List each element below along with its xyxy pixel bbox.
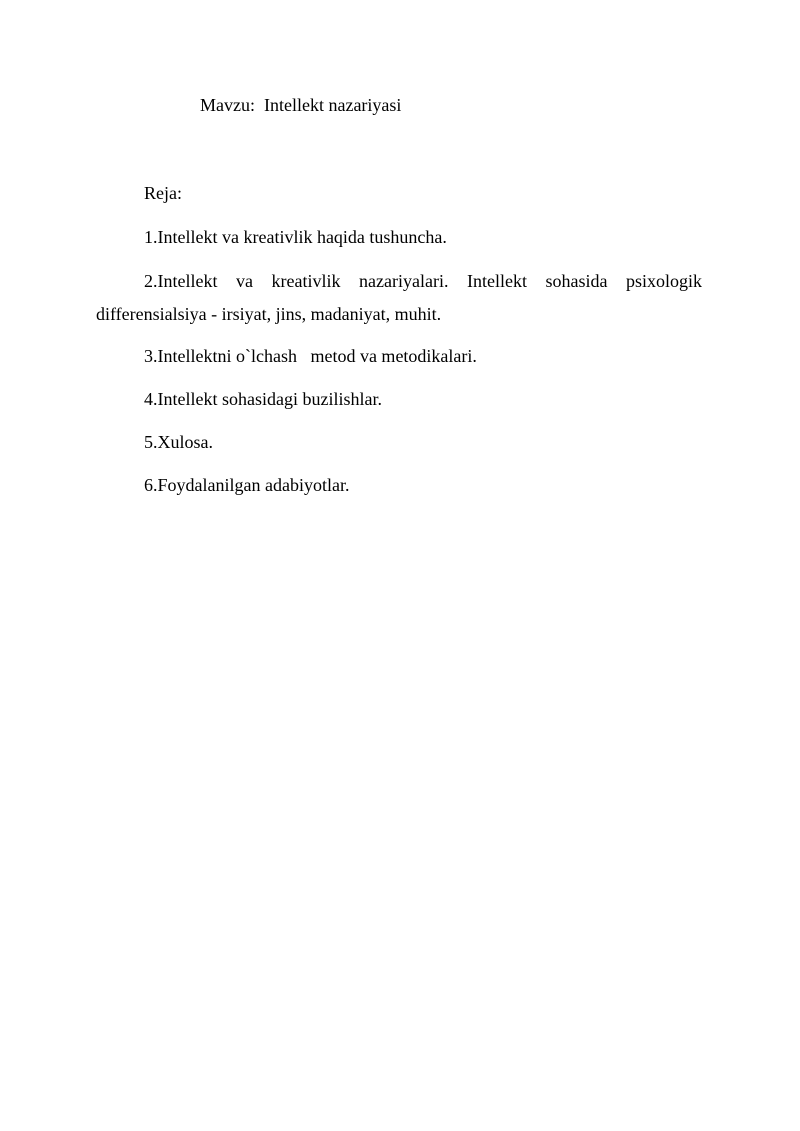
- document-title: Mavzu: Intellekt nazariyasi: [200, 95, 402, 115]
- plan-item-6: 6.Foydalanilgan adabiyotlar.: [144, 475, 350, 495]
- plan-item-2: 2.Intellekt va kreativlik nazariyalari. Intellekt sohasida psixologik: [144, 271, 702, 291]
- plan-heading: Reja:: [144, 183, 182, 203]
- plan-item-4: 4.Intellekt sohasidagi buzilishlar.: [144, 389, 382, 409]
- plan-item-2-continuation: differensialsiya - irsiyat, jins, madaniyat, muhit.: [96, 304, 442, 324]
- plan-item-5: 5.Xulosa.: [144, 432, 213, 452]
- plan-item-1: 1.Intellekt va kreativlik haqida tushuncha.: [144, 227, 447, 247]
- plan-item-3: 3.Intellektni o`lchash metod va metodikalari.: [144, 346, 477, 366]
